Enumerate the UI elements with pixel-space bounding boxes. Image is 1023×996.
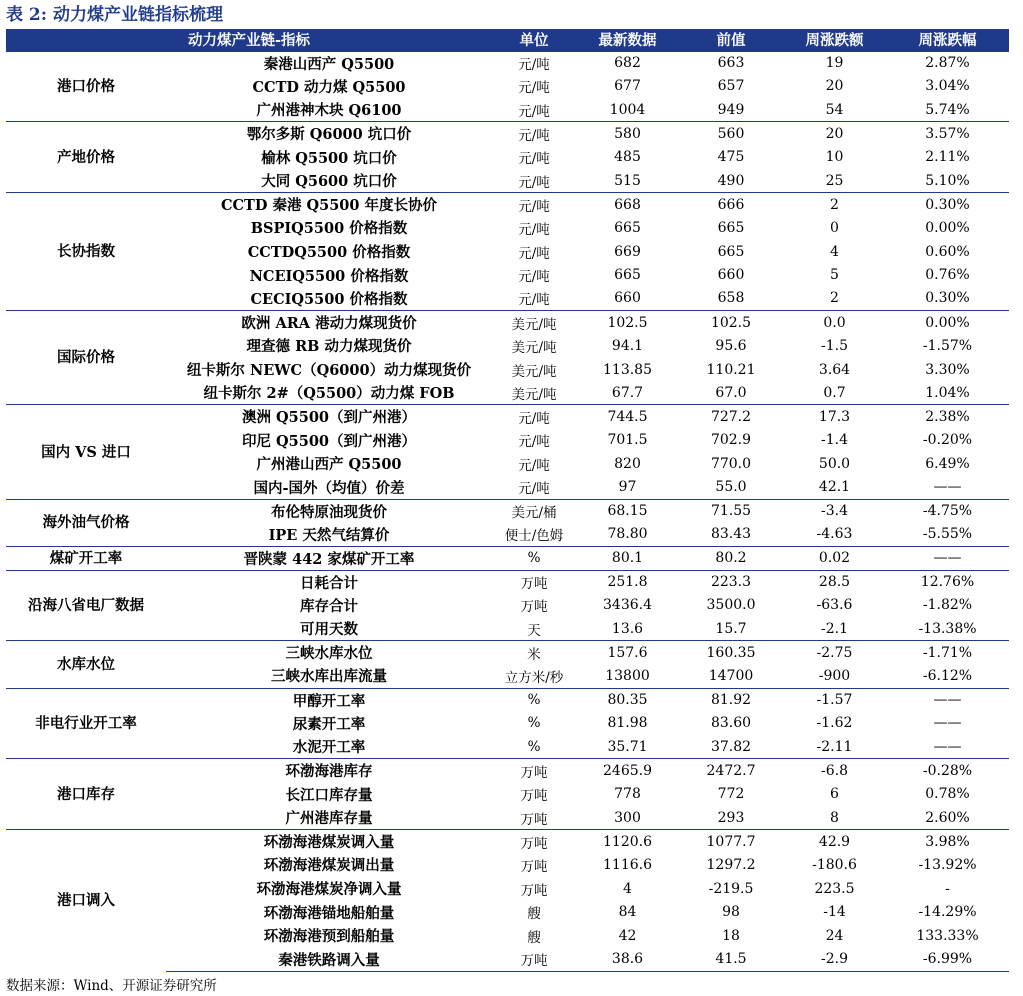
weekly-pct-cell: —— (886, 546, 1009, 570)
latest-value-cell: 820 (614, 455, 641, 472)
weekly-pct-cell: -13.38% (918, 620, 977, 637)
weekly-change-cell: -14 (823, 904, 846, 921)
source-note: 数据来源：Wind、开源证券研究所 (6, 978, 217, 994)
latest-value-cell: 300 (614, 809, 641, 826)
category-cell: 国际价格 (6, 311, 166, 405)
latest-value-cell: 668 (576, 193, 679, 217)
category-cell: 海外油气价格 (6, 499, 166, 546)
latest-value-cell: 67.7 (611, 384, 644, 401)
table-title-text: 动力煤产业链指标梳理 (53, 5, 224, 25)
weekly-pct-cell: 5.74% (925, 101, 970, 118)
prev-value-cell: 665 (717, 243, 745, 260)
indicator-cell: 三峡水库水位 (166, 641, 492, 665)
weekly-pct-cell: 2.11% (925, 149, 970, 166)
prev-value-cell: 67.0 (715, 384, 747, 401)
header-prev: 前值 (679, 29, 783, 51)
weekly-change-cell: 2 (783, 193, 886, 217)
unit-cell: 美元/吨 (511, 363, 557, 380)
weekly-change-cell: 3.64 (818, 361, 851, 378)
weekly-change-cell: -2.75 (783, 641, 886, 665)
weekly-pct-cell: 0.76% (925, 267, 970, 284)
latest-value-cell: 42 (618, 927, 637, 944)
latest-value-cell: 744.5 (576, 405, 679, 429)
weekly-change-cell: 2 (830, 290, 839, 307)
category-cell: 非电行业开工率 (6, 688, 166, 759)
weekly-change-cell: 10 (825, 149, 844, 166)
latest-value-cell: 4 (623, 880, 632, 897)
indicator-cell: 秦港铁路调入量 (166, 948, 492, 972)
indicator-cell: 环渤海港库存 (166, 759, 492, 783)
indicator-table (6, 29, 1009, 972)
weekly-pct-cell: 3.04% (925, 78, 970, 95)
table-header-row (6, 29, 1009, 51)
weekly-change-cell: 42.9 (783, 830, 886, 854)
prev-value-cell: 95.6 (715, 337, 747, 354)
weekly-change-cell: 54 (825, 101, 844, 118)
latest-value-cell: 485 (614, 149, 641, 166)
weekly-pct-cell: -4.75% (886, 499, 1009, 523)
weekly-pct-cell: - (945, 880, 950, 897)
unit-cell: % (527, 738, 541, 755)
header-change: 周涨跌额 (783, 29, 886, 51)
category-cell: 港口库存 (6, 759, 166, 830)
indicator-cell: 秦港山西产 Q5500 (166, 51, 492, 75)
indicator-cell: CECIQ5500 价格指数 (250, 290, 408, 308)
prev-value-cell: 3500.0 (706, 597, 756, 614)
unit-cell: 元/吨 (518, 269, 550, 286)
weekly-pct-cell: 0.78% (925, 786, 970, 803)
latest-value-cell: 97 (618, 479, 637, 496)
prev-value-cell: 55.0 (715, 479, 747, 496)
weekly-change-cell: -1.62 (816, 715, 853, 732)
weekly-pct-cell: 0.00% (886, 311, 1009, 335)
weekly-change-cell: -2.11 (816, 738, 853, 755)
prev-value-cell: 160.35 (679, 641, 783, 665)
unit-cell: 万吨 (520, 811, 548, 828)
prev-value-cell: 772 (717, 786, 745, 803)
unit-cell: 元/吨 (518, 80, 550, 97)
unit-cell: 美元/吨 (511, 339, 557, 356)
weekly-change-cell: 24 (825, 927, 844, 944)
unit-cell: 元/吨 (518, 292, 550, 309)
unit-cell: 元/吨 (518, 151, 550, 168)
indicator-cell: 水泥开工率 (292, 739, 366, 757)
unit-cell: 元/吨 (518, 245, 550, 262)
unit-cell: 元/吨 (518, 434, 550, 451)
indicator-cell: IPE 天然气结算价 (268, 526, 390, 544)
prev-value-cell: 658 (717, 290, 745, 307)
table-row (6, 405, 1009, 429)
table-row (6, 688, 1009, 712)
latest-value-cell: 665 (614, 267, 641, 284)
unit-cell: % (492, 546, 576, 570)
indicator-cell: 库存合计 (300, 597, 358, 615)
weekly-pct-cell: -1.71% (886, 641, 1009, 665)
unit-cell: 万吨 (520, 882, 548, 899)
weekly-change-cell: 5 (830, 267, 839, 284)
latest-value-cell: 660 (614, 290, 641, 307)
unit-cell: 万吨 (520, 858, 548, 875)
weekly-change-cell: 0.02 (783, 546, 886, 570)
weekly-change-cell: -6.8 (783, 759, 886, 783)
weekly-change-cell: 17.3 (783, 405, 886, 429)
unit-cell: 天 (527, 622, 541, 639)
weekly-change-cell: -3.4 (783, 499, 886, 523)
latest-value-cell: 677 (614, 78, 641, 95)
indicator-cell: 环渤海港煤炭调出量 (263, 857, 395, 875)
indicator-cell: BSPIQ5500 价格指数 (250, 220, 408, 238)
table-row (6, 830, 1009, 854)
unit-cell: % (492, 688, 576, 712)
weekly-change-cell: -2.1 (821, 620, 848, 637)
weekly-pct-cell: 0.30% (886, 193, 1009, 217)
prev-value-cell: 560 (679, 122, 783, 146)
weekly-pct-cell: 1.04% (925, 384, 970, 401)
header-latest: 最新数据 (576, 29, 679, 51)
indicator-cell: CCTD 秦港 Q5500 年度长协价 (166, 193, 492, 217)
prev-value-cell: 490 (717, 172, 745, 189)
weekly-pct-cell: 0.30% (925, 290, 970, 307)
weekly-pct-cell: -5.55% (922, 526, 973, 543)
weekly-change-cell: 0.0 (783, 311, 886, 335)
weekly-change-cell: -2.9 (783, 948, 886, 972)
latest-value-cell: 701.5 (607, 432, 648, 449)
latest-value-cell: 13.6 (611, 620, 644, 637)
unit-cell: 艘 (527, 906, 541, 923)
latest-value-cell: 3436.4 (603, 597, 652, 614)
prev-value-cell: 98 (722, 904, 740, 921)
indicator-cell: 可用天数 (300, 621, 358, 639)
indicator-cell: 尿素开工率 (292, 715, 366, 733)
unit-cell: 美元/桶 (492, 499, 576, 523)
prev-value-cell: -219.5 (708, 880, 754, 897)
weekly-change-cell: -1.57 (783, 688, 886, 712)
prev-value-cell: 83.60 (710, 715, 752, 732)
prev-value-cell: 15.7 (715, 620, 747, 637)
latest-value-cell: 157.6 (576, 641, 679, 665)
unit-cell: 元/吨 (518, 457, 550, 474)
prev-value-cell: 81.92 (679, 688, 783, 712)
latest-value-cell: 665 (614, 219, 641, 236)
category-cell: 港口价格 (6, 51, 166, 122)
indicator-cell: 甲醇开工率 (166, 688, 492, 712)
indicator-cell: 环渤海港煤炭调入量 (166, 830, 492, 854)
weekly-change-cell: 28.5 (783, 570, 886, 594)
weekly-change-cell: 4 (830, 243, 839, 260)
indicator-cell: NCEIQ5500 价格指数 (249, 267, 409, 285)
weekly-pct-cell: 3.30% (925, 361, 970, 378)
latest-value-cell: 1004 (609, 101, 646, 118)
latest-value-cell: 35.71 (607, 738, 648, 755)
weekly-pct-cell: 6.49% (925, 455, 970, 472)
indicator-cell: 广州港库存量 (285, 810, 373, 828)
indicator-cell: 欧洲 ARA 港动力煤现货价 (166, 311, 492, 335)
table-row (6, 499, 1009, 523)
table-number: 表 2: (6, 5, 48, 25)
latest-value-cell: 1120.6 (576, 830, 679, 854)
weekly-pct-cell: 3.98% (886, 830, 1009, 854)
unit-cell: 万吨 (492, 948, 576, 972)
weekly-pct-cell: -6.12% (922, 667, 973, 684)
prev-value-cell: 14700 (708, 667, 754, 684)
header-pct: 周涨跌幅 (886, 29, 1009, 51)
latest-value-cell: 113.85 (603, 361, 652, 378)
weekly-change-cell: -900 (818, 667, 851, 684)
category-cell: 长协指数 (6, 193, 166, 311)
latest-value-cell: 84 (618, 904, 637, 921)
weekly-change-cell: 50.0 (818, 455, 851, 472)
unit-cell: 元/吨 (518, 174, 550, 191)
weekly-pct-cell: -13.92% (918, 856, 977, 873)
latest-value-cell: 580 (576, 122, 679, 146)
latest-value-cell: 682 (576, 51, 679, 75)
indicator-cell: CCTDQ5500 价格指数 (247, 244, 411, 262)
weekly-pct-cell: 0.00% (925, 219, 970, 236)
indicator-cell: CCTD 动力煤 Q5500 (252, 78, 406, 96)
weekly-change-cell: 19 (783, 51, 886, 75)
unit-cell: 米 (492, 641, 576, 665)
prev-value-cell: 663 (679, 51, 783, 75)
latest-value-cell: 81.98 (607, 715, 648, 732)
weekly-pct-cell: 3.57% (886, 122, 1009, 146)
category-cell: 水库水位 (6, 641, 166, 688)
indicator-cell: 广州港神木块 Q6100 (256, 102, 402, 120)
weekly-pct-cell: -6.99% (886, 948, 1009, 972)
category-cell: 港口调入 (6, 830, 166, 972)
prev-value-cell: 80.2 (679, 546, 783, 570)
latest-value-cell: 13800 (605, 667, 650, 684)
prev-value-cell: 1297.2 (706, 856, 756, 873)
weekly-pct-cell: 133.33% (916, 927, 979, 944)
prev-value-cell: 475 (717, 149, 745, 166)
latest-value-cell: 80.1 (576, 546, 679, 570)
unit-cell: 元/吨 (492, 122, 576, 146)
latest-value-cell: 68.15 (576, 499, 679, 523)
unit-cell: 元/吨 (518, 481, 550, 498)
latest-value-cell: 2465.9 (576, 759, 679, 783)
prev-value-cell: 18 (722, 927, 740, 944)
weekly-change-cell: 6 (830, 786, 839, 803)
prev-value-cell: 71.55 (679, 499, 783, 523)
table-row (6, 546, 1009, 570)
prev-value-cell: 2472.7 (679, 759, 783, 783)
prev-value-cell: 223.3 (679, 570, 783, 594)
table-row (6, 193, 1009, 217)
table-row (6, 122, 1009, 146)
latest-value-cell: 102.5 (576, 311, 679, 335)
unit-cell: 立方米/秒 (504, 669, 564, 686)
table-title (6, 3, 223, 27)
prev-value-cell: 1077.7 (679, 830, 783, 854)
weekly-pct-cell: 12.76% (886, 570, 1009, 594)
indicator-cell: 澳洲 Q5500（到广州港） (166, 405, 492, 429)
weekly-change-cell: 223.5 (814, 880, 855, 897)
category-cell: 国内 VS 进口 (6, 405, 166, 499)
unit-cell: 万吨 (492, 759, 576, 783)
unit-cell: 元/吨 (518, 103, 550, 120)
weekly-change-cell: 25 (825, 172, 844, 189)
weekly-change-cell: 42.1 (818, 479, 851, 496)
weekly-pct-cell: 2.87% (886, 51, 1009, 75)
indicator-cell: 环渤海港预到船舶量 (263, 928, 395, 946)
indicator-cell: 鄂尔多斯 Q6000 坑口价 (166, 122, 492, 146)
latest-value-cell: 80.35 (576, 688, 679, 712)
weekly-change-cell: 0 (830, 219, 839, 236)
unit-cell: 元/吨 (492, 193, 576, 217)
unit-cell: 万吨 (520, 788, 548, 805)
table-row (6, 311, 1009, 335)
category-cell: 沿海八省电厂数据 (6, 570, 166, 641)
indicator-cell: 纽卡斯尔 2#（Q5500）动力煤 FOB (203, 385, 455, 403)
table-row (6, 759, 1009, 783)
weekly-pct-cell: 0.60% (925, 243, 970, 260)
indicator-cell: 晋陕蒙 442 家煤矿开工率 (166, 546, 492, 570)
prev-value-cell: 110.21 (706, 361, 756, 378)
latest-value-cell: 669 (614, 243, 641, 260)
table-body (6, 51, 1009, 971)
indicator-cell: 环渤海港锚地船舶量 (263, 904, 395, 922)
weekly-change-cell: -180.6 (812, 856, 857, 873)
indicator-cell: 大同 Q5600 坑口价 (261, 173, 397, 191)
indicator-cell: 日耗合计 (166, 570, 492, 594)
weekly-change-cell: -63.6 (816, 597, 853, 614)
latest-value-cell: 94.1 (611, 337, 644, 354)
unit-cell: 万吨 (492, 830, 576, 854)
indicator-cell: 印尼 Q5500（到广州港） (241, 432, 417, 450)
weekly-pct-cell: —— (933, 715, 962, 732)
weekly-change-cell: 0.7 (823, 384, 846, 401)
header-unit: 单位 (492, 29, 576, 51)
indicator-cell: 三峡水库出库流量 (271, 668, 387, 686)
indicator-cell: 布伦特原油现货价 (166, 499, 492, 523)
prev-value-cell: 666 (679, 193, 783, 217)
unit-cell: 美元/吨 (511, 386, 557, 403)
weekly-change-cell: 8 (830, 809, 839, 826)
unit-cell: 元/吨 (492, 405, 576, 429)
table-row (6, 641, 1009, 665)
weekly-change-cell: -1.5 (821, 337, 848, 354)
unit-cell: % (527, 715, 541, 732)
prev-value-cell: 293 (717, 809, 745, 826)
weekly-pct-cell: -0.20% (922, 432, 973, 449)
latest-value-cell: 78.80 (607, 526, 648, 543)
prev-value-cell: 702.9 (710, 432, 752, 449)
indicator-cell: 理查德 RB 动力煤现货价 (246, 338, 412, 356)
weekly-pct-cell: -14.29% (918, 904, 977, 921)
weekly-change-cell: 20 (825, 78, 844, 95)
prev-value-cell: 102.5 (679, 311, 783, 335)
indicator-cell: 环渤海港煤炭净调入量 (256, 881, 402, 899)
category-cell: 产地价格 (6, 122, 166, 193)
indicator-cell: 国内-国外（均值）价差 (253, 479, 405, 497)
weekly-pct-cell: -1.82% (922, 597, 973, 614)
prev-value-cell: 770.0 (710, 455, 752, 472)
weekly-pct-cell: —— (886, 688, 1009, 712)
weekly-pct-cell: 2.38% (886, 405, 1009, 429)
prev-value-cell: 83.43 (710, 526, 752, 543)
latest-value-cell: 251.8 (576, 570, 679, 594)
weekly-change-cell: -1.4 (821, 432, 848, 449)
indicator-cell: 纽卡斯尔 NEWC（Q6000）动力煤现货价 (186, 362, 472, 380)
unit-cell: 万吨 (492, 570, 576, 594)
weekly-pct-cell: —— (933, 479, 962, 496)
unit-cell: 便士/色姆 (504, 528, 564, 545)
prev-value-cell: 37.82 (710, 738, 752, 755)
latest-value-cell: 38.6 (576, 948, 679, 972)
prev-value-cell: 665 (717, 219, 745, 236)
indicator-cell: 榆林 Q5500 坑口价 (261, 149, 397, 167)
indicator-cell: 广州港山西产 Q5500 (256, 456, 402, 474)
weekly-change-cell: -4.63 (816, 526, 853, 543)
unit-cell: 元/吨 (492, 51, 576, 75)
latest-value-cell: 515 (614, 172, 641, 189)
unit-cell: 美元/吨 (492, 311, 576, 335)
header-indicator: 动力煤产业链-指标 (6, 29, 492, 51)
prev-value-cell: 949 (717, 101, 745, 118)
prev-value-cell: 41.5 (679, 948, 783, 972)
table-row (6, 570, 1009, 594)
latest-value-cell: 778 (614, 786, 641, 803)
prev-value-cell: 727.2 (679, 405, 783, 429)
table-row (6, 51, 1009, 75)
weekly-change-cell: 20 (783, 122, 886, 146)
weekly-pct-cell: -0.28% (886, 759, 1009, 783)
prev-value-cell: 660 (717, 267, 745, 284)
indicator-cell: 长江口库存量 (285, 786, 373, 804)
unit-cell: 艘 (527, 929, 541, 946)
weekly-pct-cell: —— (933, 738, 962, 755)
weekly-pct-cell: 2.60% (925, 809, 970, 826)
unit-cell: 元/吨 (518, 221, 550, 238)
category-cell: 煤矿开工率 (6, 546, 166, 570)
prev-value-cell: 657 (717, 78, 745, 95)
unit-cell: 万吨 (520, 599, 548, 616)
weekly-pct-cell: -1.57% (922, 337, 973, 354)
latest-value-cell: 1116.6 (603, 856, 652, 873)
weekly-pct-cell: 5.10% (925, 172, 970, 189)
